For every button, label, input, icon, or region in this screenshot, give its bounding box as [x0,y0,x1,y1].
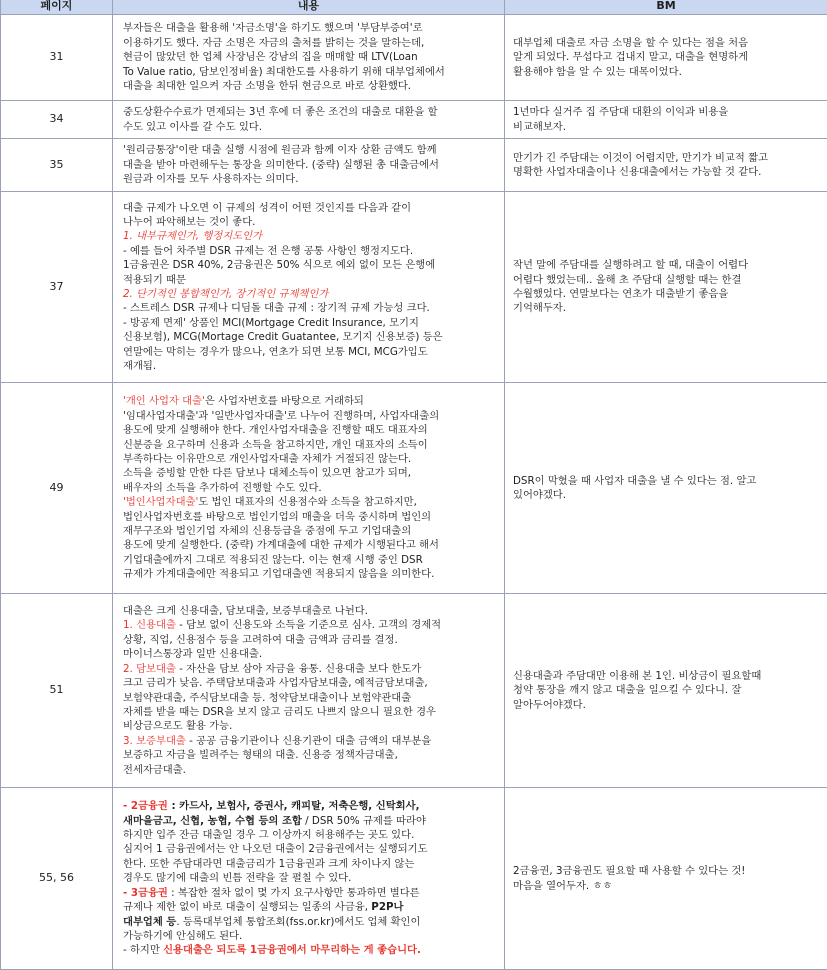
bm-cell [505,139,827,192]
content-line [123,495,500,509]
highlight-text: 2. 담보대출 [123,663,176,675]
content-line: 전세자금대출. [123,763,500,777]
page-number: 51 [1,594,113,788]
highlight-text: - 3금융권 [123,887,168,899]
content-line: 부족하다는 이유만으로 개인사업자대출 자체가 거절되진 않는다. [123,452,500,466]
content-line: 이용하기도 했다. 자금 소명은 자금의 출처를 밝히는 것을 말하는데, [123,36,500,50]
bold-text: P2P나 [371,901,403,913]
highlight-text: 3. 보증부대출 [123,735,186,747]
content-line [123,900,500,914]
content-line: 원금과 이자를 모두 사용하자는 의미다. [123,172,500,186]
highlight-text: '개인 사업자 대출' [123,395,205,407]
content-line: 현금이 많았던 한 업체 사장님은 강남의 집을 매매할 때 LTV(Loan [123,50,500,64]
content-line: 경우도 많기에 대출의 빈틈 전략을 잘 펼칠 수 있다. [123,871,500,885]
page-number: 49 [1,383,113,594]
content-line: 비상금으로도 활용 가능. [123,719,500,733]
bm-cell [505,594,827,788]
content-line: - 방공제 면제' 상품인 MCI(Mortgage Credit Insurance, 모기지 [123,316,500,330]
bm-line: 작년 말에 주담대를 실행하려고 할 때, 대출이 어렵다 [513,258,823,272]
bm-line: 대부업체 대출로 자금 소명을 할 수 있다는 점을 처음 [513,36,823,50]
bold-text: 새마을금고, 신협, 농협, 수협 등의 조합 [123,815,302,827]
highlight-text: - 2금융권 [123,800,168,812]
bm-cell [505,15,827,101]
content-line [123,886,500,900]
content-text: : 복잡한 절차 없이 몇 가지 요구사항만 통과하면 별다른 [168,887,420,899]
page-number: 55, 56 [1,788,113,970]
table-row [1,15,827,101]
content-text: - 담보 없이 신용도와 소득을 기준으로 심사. 고객의 경제적 [176,619,441,631]
table-row [1,383,827,594]
content-line: 연말에는 막히는 경우가 많으나, 연초가 되면 보통 MCI, MCG가입도 [123,345,500,359]
content-line [123,943,500,957]
content-cell [113,101,505,139]
content-line: 용도에 맞게 실행해야 한다. 개인사업자대출을 진행할 때도 대표자의 [123,423,500,437]
content-line [123,394,500,408]
content-cell [113,383,505,594]
content-line: 부자들은 대출을 활용해 '자금소명'을 하기도 했으며 '부담부증여'로 [123,21,500,35]
content-heading: 2. 단기적인 봉합책인가, 장기적인 규제책인가 [123,287,500,301]
content-line: 신용보험), MCG(Mortage Credit Guatantee, 모기지 신용보증) 등은 [123,330,500,344]
bm-line: 어렵다 했었는데.. 올해 초 주담대 실행할 때는 한결 [513,273,823,287]
highlight-text: 신용대출은 되도록 1금융권에서 마무리하는 게 좋습니다. [163,944,421,956]
bm-line: 만기가 긴 주담대는 이것이 어렵지만, 만기가 비교적 짧고 [513,151,823,165]
bm-cell [505,788,827,970]
page-number: 37 [1,192,113,383]
content-line [123,734,500,748]
content-line: 재무구조와 법인기업 자체의 신용등급을 중점에 두고 기업대출의 [123,524,500,538]
content-line: 신분증을 요구하며 신용과 소득을 참고하지만, 개인 대표자의 소득이 [123,438,500,452]
content-line: 상황, 직업, 신용점수 등을 고려하여 대출 금액과 금리를 결정. [123,633,500,647]
content-line: '임대사업자대출'과 '일반사업자대출'로 나누어 진행하며, 사업자대출의 [123,409,500,423]
content-line: 보증하고 자금을 빌려주는 형태의 대출. 신용증 정책자금대출, [123,748,500,762]
content-line: To Value ratio, 담보인정비율) 최대한도를 사용하기 위해 대부업체에서 [123,65,500,79]
bold-text: 대부업체 등 [123,916,176,928]
bm-cell [505,383,827,594]
content-text: 도 법인 대표자의 신용점수와 소득을 참고하지만, [198,496,417,508]
content-line: 마이너스통장과 일반 신용대출. [123,647,500,661]
table-row [1,788,827,970]
content-text: 은 사업자번호를 바탕으로 거래하되 [205,395,364,407]
content-line: 재개됨. [123,359,500,373]
bm-line: 명확한 사업자대출이나 신용대출에서는 가능할 것 같다. [513,165,823,179]
content-line: 중도상환수수료가 면제되는 3년 후에 더 좋은 조건의 대출로 대환을 할 [123,105,500,119]
content-text: 규제나 제한 없이 바로 대출이 실행되는 일종의 사금융, [123,901,371,913]
content-line: 가능하기에 안심해도 된다. [123,929,500,943]
content-cell [113,192,505,383]
bm-cell [505,101,827,139]
bm-cell [505,192,827,383]
bm-line: 수월했었다. 연말보다는 연초가 대출받기 좋음을 [513,287,823,301]
page-number: 35 [1,139,113,192]
highlight-text: '법인사업자대출' [123,496,198,508]
table-row [1,101,827,139]
content-line: - 스트레스 DSR 규제나 디딤돌 대출 규제 : 장기적 규제 가능성 크다. [123,301,500,315]
bm-line: 알아두어야겠다. [513,698,823,712]
content-line: 1금융권은 DSR 40%, 2금융권은 50% 식으로 예외 없이 모든 은행에 [123,258,500,272]
content-line: 하지만 입주 잔금 대출일 경우 그 이상까지 허용해주는 곳도 있다. [123,828,500,842]
content-line: 배우자의 소득을 추가하여 진행할 수도 있다. [123,481,500,495]
header-content: 내용 [113,0,505,15]
bm-line: 있어야겠다. [513,488,823,502]
content-line: 용도에 맞게 실행한다. (중략) 가계대출에 대한 규제가 시행된다고 해서 [123,538,500,552]
content-text: - 공공 금융기관이나 신용기관이 대출 금액의 대부분을 [186,735,431,747]
table-row [1,192,827,383]
content-line: 한다. 또한 주담대라면 대출금리가 1금융권과 크게 차이나지 않는 [123,857,500,871]
content-line: 심지어 1 금융권에서는 안 나오던 대출이 2금융권에서는 실행되기도 [123,842,500,856]
content-cell [113,139,505,192]
header-row [1,0,827,15]
bm-line: 신용대출과 주담대만 이용해 본 1인. 비상금이 필요할때 [513,669,823,683]
content-line [123,814,500,828]
content-heading: 1. 내부규제인가, 행정지도인가 [123,229,500,243]
content-line: 대출 규제가 나오면 이 규제의 성격이 어떤 것인지를 다음과 같이 [123,201,500,215]
content-line: 크고 금리가 낮음. 주택담보대출과 사업자담보대출, 예적금담보대출, [123,676,500,690]
header-page: 페이지 [1,0,113,15]
content-text: - 하지만 [123,944,163,956]
header-bm: BM [505,0,827,15]
content-line [123,618,500,632]
content-line: 법인사업자번호를 바탕으로 법인기업의 매출을 더욱 중시하며 법인의 [123,510,500,524]
content-line: 수도 있고 이사를 갈 수도 있다. [123,120,500,134]
content-line [123,799,500,813]
bm-line: 마음을 열어두자. ㅎㅎ [513,879,823,893]
content-cell [113,594,505,788]
page-number: 34 [1,101,113,139]
bm-line: 1년마다 실거주 집 주담대 대환의 이익과 비용을 [513,105,823,119]
bm-line: 2금융권, 3금융권도 필요할 때 사용할 수 있다는 것! [513,864,823,878]
content-text: - 자산을 담보 삼아 자금을 융통. 신용대출 보다 한도가 [176,663,421,675]
content-line [123,662,500,676]
content-line: 기업대출에까지 그대로 적용되진 않는다. 이는 현재 시행 중인 DSR [123,553,500,567]
bold-text: : 카드사, 보험사, 증권사, 캐피탈, 저축은행, 신탁회사, [168,800,420,812]
table-row [1,594,827,788]
content-line [123,915,500,929]
content-line: '원리금통장'이란 대출 실행 시점에 원금과 함께 이자 상환 금액도 함께 [123,143,500,157]
content-line: 자체를 받을 때는 DSR을 보지 않고 금리도 나쁘지 않으니 필요한 경우 [123,705,500,719]
bm-line: DSR이 막혔을 때 사업자 대출을 낼 수 있다는 점. 알고 [513,474,823,488]
content-line: 규제가 가계대출에만 적용되고 기업대출엔 적용되지 않음을 의미한다. [123,567,500,581]
content-line: 보험약관대출, 주식담보대출 등. 청약담보대출이나 보험약관대출 [123,691,500,705]
highlight-text: 1. 신용대출 [123,619,176,631]
bm-line: 알게 되었다. 무섭다고 겁내지 말고, 대출을 현명하게 [513,50,823,64]
table-row [1,139,827,192]
page-number: 31 [1,15,113,101]
content-line: 소득을 증빙할 만한 다른 담보나 대체소득이 있으면 참고가 되며, [123,466,500,480]
content-line: 대출을 최대한 일으켜 자금 소명을 한뒤 현금으로 바로 상환했다. [123,79,500,93]
content-cell [113,788,505,970]
content-line: 적용되기 때문 [123,273,500,287]
content-text: / DSR 50% 규제를 따라야 [302,815,426,827]
content-line: - 예를 들어 차주별 DSR 규제는 전 은행 공통 사항인 행정지도다. [123,244,500,258]
bm-line: 기억해두자. [513,301,823,315]
bm-line: 청약 통장을 깨지 않고 대출을 일으킬 수 있다니. 잘 [513,683,823,697]
content-cell [113,15,505,101]
bm-line: 활용해야 함을 알 수 있는 대목이었다. [513,65,823,79]
bm-line: 비교해보자. [513,120,823,134]
content-text: . 등록대부업체 통합조회(fss.or.kr)에서도 업체 확인이 [176,916,420,928]
content-line: 대출을 받아 마련해두는 통장을 의미한다. (중략) 실행된 총 대출금에서 [123,158,500,172]
content-line: 대출은 크게 신용대출, 담보대출, 보증부대출로 나뉜다. [123,604,500,618]
content-line: 나누어 파악해보는 것이 좋다. [123,215,500,229]
